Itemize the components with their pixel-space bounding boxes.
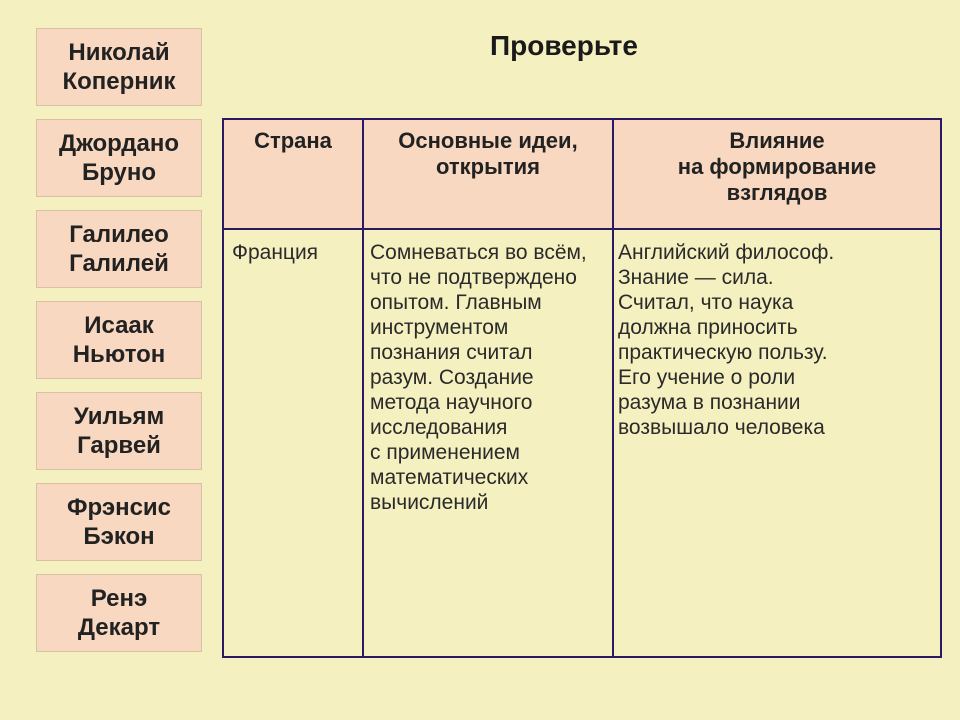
name-card-copernicus[interactable]: Николай Коперник [36,28,202,106]
name-card-descartes[interactable]: Ренэ Декарт [36,574,202,652]
header-country: Страна [224,120,362,228]
name-card-harvey[interactable]: Уильям Гарвей [36,392,202,470]
influence-drop-zone[interactable]: Английский философ. Знание — сила. Считал, что наука должна приносить практическую пользу. Его учение о роли разума в познании возвышало человека [618,241,835,439]
header-ideas: Основные идеи, открытия [364,120,612,228]
name-card-galileo[interactable]: Галилео Галилей [36,210,202,288]
header-divider [224,228,940,230]
page-title: Проверьте [490,30,638,61]
country-drop-zone[interactable]: Франция [232,241,319,264]
column-divider [362,120,364,656]
column-divider [612,120,614,656]
name-card-newton[interactable]: Исаак Ньютон [36,301,202,379]
header-influence: Влияние на формирование взглядов [614,120,940,228]
answer-table [222,118,942,658]
ideas-drop-zone[interactable]: Сомневаться во всём, что не подтверждено опытом. Главным инструментом познания считал разум. Создание метода научного исследования с применением математических вычислений [370,241,587,514]
name-card-bacon[interactable]: Фрэнсис Бэкон [36,483,202,561]
name-card-bruno[interactable]: Джордано Бруно [36,119,202,197]
